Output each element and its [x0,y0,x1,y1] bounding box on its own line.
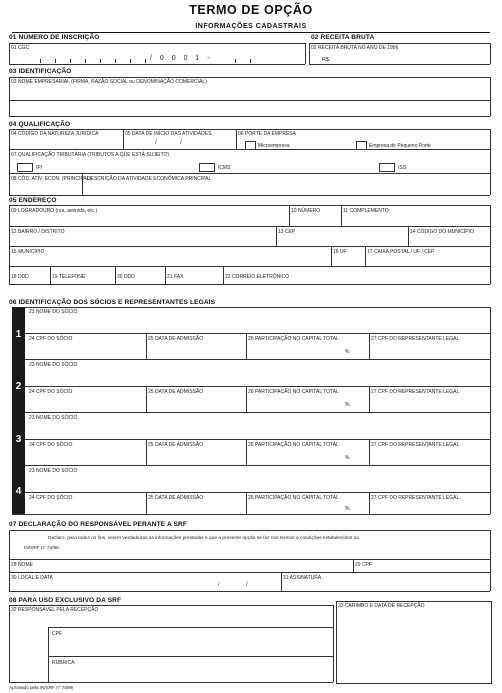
top-rule [12,32,490,33]
section-08-title: 08 PARA USO EXCLUSIVO DA SRF [9,597,122,604]
uf-label: 16 UF [333,249,347,255]
rule [9,116,490,117]
rule [50,266,51,284]
section-06-title: 06 IDENTIFICAÇÃO DOS SÓCIOS E REPRESENTANTES LEGAIS [9,299,216,306]
rule [223,266,224,284]
nome-empresarial-label: 03 NOME EMPRESARIAL (FIRMA, RAZÃO SOCIAL ou DENOMINAÇÃO COMERCIAL) [11,79,207,85]
rule [490,530,491,591]
rule [309,43,310,64]
receita-label: 02 RECEITA BRUTA NO ANO DE 1996 [311,45,399,51]
rule [9,129,490,130]
date-slash: / [155,140,157,146]
nome-socio-label: 23 NOME DO SÓCIO [29,415,78,421]
rule [246,386,247,412]
logradouro-label: 09 LOGRADOURO (rua, avenida, etc.) [11,208,98,214]
rule [235,59,236,63]
rule [146,439,147,465]
nome-responsavel-label: 28 NOME [11,562,33,568]
cpf-representante-label: 27 CPF DO REPRESENTANTE LEGAL [371,336,460,342]
section-01-title: 01 NÚMERO DE INSCRIÇÃO [9,34,100,41]
rule [9,682,333,683]
rule [9,284,490,285]
rule [309,43,490,44]
rule [48,656,333,657]
qualificacao-tributaria-label: 07 QUALIFICAÇÃO TRIBUTÁRIA (TRIBUTOS A QUE ESTÁ SUJEITO) [11,152,170,158]
cgc-value[interactable]: / 0 0 0 1 - [150,55,213,62]
rule [25,412,490,413]
rule [365,246,366,266]
rule [9,246,490,247]
carimbo-label: 33 CARIMBO E DATA DE RECEPÇÃO [338,603,425,609]
receita-currency: R$ [322,57,330,63]
rule [48,627,49,682]
rule [70,59,71,63]
section-03-title: 03 IDENTIFICAÇÃO [9,68,72,75]
correio-eletronico-label: 22 CORREIO ELETRÔNICO [225,274,290,280]
rule [490,129,491,195]
rule [12,514,490,515]
cpf-responsavel-label: 29 CPF [355,562,372,568]
rule [12,307,490,308]
partner-number-2: 2 [15,381,22,392]
rule [9,195,490,196]
rule [369,386,370,412]
rule [9,129,10,195]
rule [369,333,370,359]
rule [331,246,332,266]
participacao-label: 26 PARTICIPAÇÃO NO CAPITAL TOTAL [248,495,339,501]
rule [25,333,490,334]
rule [9,43,10,64]
participacao-label: 26 PARTICIPAÇÃO NO CAPITAL TOTAL [248,442,339,448]
rule [341,205,342,226]
rule [115,59,116,63]
rule [25,492,490,493]
caixa-postal-label: 17 CAIXA POSTAL / UF / CEP [367,249,435,255]
rule [165,266,166,284]
section-02-title: 02 RECEITA BRUTA [311,34,375,41]
rule [9,572,490,573]
rule [130,59,131,63]
form-title: TERMO DE OPÇÃO [189,3,313,17]
rule [9,43,305,44]
rule [490,307,491,514]
declaracao-text: Declaro, para todos os fins, serem verdadeiras as informações prestadas e que a presente opção se fez nos termos e condições estabelecidos na [48,536,359,541]
rule [9,100,490,101]
rule [408,226,409,246]
rubrica-label: RUBRICA [52,660,75,666]
rule [9,605,333,606]
rule [146,492,147,514]
rule [25,359,490,360]
rule [55,59,56,63]
cgc-label: 01 CGC [11,45,30,51]
porte-empresa-label: 06 PORTE DA EMPRESA [238,131,296,137]
natureza-juridica-label: 04 CÓDIGO DA NATUREZA JURÍDICA [11,131,99,137]
ipi-label: IPI [36,165,43,171]
cpf-socio-label: 24 CPF DO SÓCIO [29,336,73,342]
cpf-socio-label: 24 CPF DO SÓCIO [29,495,73,501]
rule [25,386,490,387]
rule [490,77,491,116]
rule [9,149,490,150]
data-admissao-label: 25 DATA DE ADMISSÃO [148,495,204,501]
ddd-fax-label: 20 DDD [117,274,135,280]
rule [490,43,491,64]
rule [9,530,10,591]
percent-sign: % [345,506,350,512]
nome-socio-label: 23 NOME DO SÓCIO [29,362,78,368]
cep-label: 13 CEP [278,229,296,235]
rule [9,559,490,560]
section-07-title: 07 DECLARAÇÃO DO RESPONSÁVEL PERANTE A SRF [9,521,187,528]
rule [333,605,334,682]
cpf-representante-label: 27 CPF DO REPRESENTANTE LEGAL [371,495,460,501]
rule [236,129,237,149]
rule [100,59,101,63]
rule [9,205,490,206]
rule [123,129,124,149]
rule [146,386,147,412]
rule [25,439,490,440]
rule [353,559,354,572]
rule [490,205,491,284]
rule [9,77,10,116]
complemento-label: 11 COMPLEMENTO [343,208,389,214]
pequeno-porte-label: Empresa de Pequeno Porte [369,143,431,149]
rule [309,64,490,65]
rule [250,59,251,63]
local-data-label: 30 LOCAL E DATA [11,575,53,581]
cpf-representante-label: 27 CPF DO REPRESENTANTE LEGAL [371,442,460,448]
rule [9,530,490,531]
rule [246,492,247,514]
percent-sign: % [345,455,350,461]
icms-checkbox[interactable] [199,163,215,172]
rule [40,59,41,63]
participacao-label: 26 PARTICIPAÇÃO NO CAPITAL TOTAL [248,336,339,342]
rule [25,465,490,466]
rule [276,226,277,246]
data-inicio-label: 05 DATA DE INÍCIO DAS ATIVIDADES [125,131,212,137]
date-slash: / [218,582,220,588]
rule [146,333,147,359]
date-slash: / [180,140,182,146]
declaracao-text-2: IN/SRF nº 74/96. [24,546,61,551]
icms-label: ICMS [218,165,231,171]
rule [9,591,490,592]
partner-number-1: 1 [15,329,22,340]
municipio-label: 15 MUNICÍPIO [11,249,45,255]
rule [9,64,305,65]
fax-label: 21 FAX [167,274,184,280]
data-admissao-label: 25 DATA DE ADMISSÃO [148,442,204,448]
telefone-label: 19 TELEFONE [52,274,86,280]
cod-atividade-label: 08 CÓD. ATIV. ECON. (PRINCIPAL) [11,176,92,182]
rule [369,439,370,465]
rule [369,492,370,514]
microempresa-label: Microempresa [258,143,290,149]
rule [289,205,290,226]
rule [246,439,247,465]
rule [305,43,306,64]
rule [281,572,282,591]
rule [48,627,333,628]
iss-checkbox[interactable] [379,163,395,172]
data-admissao-label: 25 DATA DE ADMISSÃO [148,389,204,395]
rule [145,59,146,63]
rule [9,266,490,267]
partner-number-4: 4 [15,486,22,497]
percent-sign: % [345,402,350,408]
rule [9,205,10,284]
bairro-label: 12 BAIRRO / DISTRITO [11,229,65,235]
rule [9,226,490,227]
ddd-label: 18 DDD [11,274,29,280]
partner-number-3: 3 [15,434,22,445]
percent-sign: % [345,349,350,355]
rule [115,266,116,284]
rule [9,605,10,682]
cpf-socio-label: 24 CPF DO SÓCIO [29,442,73,448]
rule [85,59,86,63]
nome-socio-label: 23 NOME DO SÓCIO [29,309,78,315]
nome-socio-label: 23 NOME DO SÓCIO [29,468,78,474]
section-04-title: 04 QUALIFICAÇÃO [9,121,71,128]
responsavel-recepcao-label: 32 RESPONSÁVEL PELA RECEPÇÃO [11,607,99,613]
descricao-atividade-label: DESCRIÇÃO DA ATIVIDADE ECONÔMICA PRINCIPAL [87,176,212,182]
date-slash: / [246,582,248,588]
approved-footer: Aprovado pela IN/SRF nº 74/96 [9,685,74,690]
section-05-title: 05 ENDEREÇO [9,197,57,204]
iss-label: ISS [398,165,407,171]
carimbo-box [336,601,492,684]
rule [246,333,247,359]
assinatura-label: 31 ASSINATURA [283,575,322,581]
participacao-label: 26 PARTICIPAÇÃO NO CAPITAL TOTAL [248,389,339,395]
data-admissao-label: 25 DATA DE ADMISSÃO [148,336,204,342]
rule [82,173,83,195]
form-subtitle: INFORMAÇÕES CADASTRAIS [195,23,307,30]
codigo-municipio-label: 14 CÓDIGO DO MUNICÍPIO [410,229,474,235]
ipi-checkbox[interactable] [17,163,33,172]
rule [9,77,490,78]
cpf-representante-label: 27 CPF DO REPRESENTANTE LEGAL [371,389,460,395]
numero-label: 10 NÚMERO [291,208,321,214]
srf-cpf-label: CPF [52,631,62,637]
cpf-socio-label: 24 CPF DO SÓCIO [29,389,73,395]
